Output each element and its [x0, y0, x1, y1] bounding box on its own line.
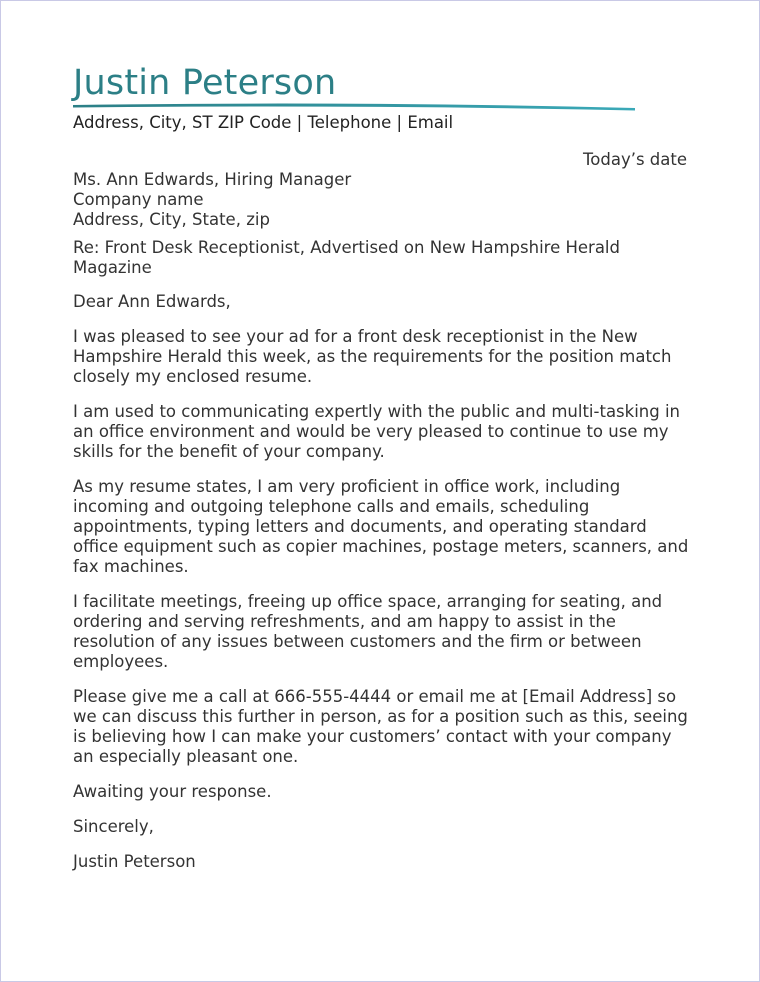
paragraph-5: Please give me a call at 666-555-4444 or email me at [Email Address] so we can discuss this further in person, as for a position such as this, seeing is believing how I can make your customers’ contact with your company an especially pleasant one. [73, 687, 688, 766]
recipient-name: Ms. Ann Edwards, Hiring Manager [73, 170, 352, 189]
paragraph-3: As my resume states, I am very proficient in office work, including incoming and outgoing telephone calls and emails, scheduling appointments, typing letters and documents, and operating standard office equipment such as copier machines, postage meters, scanners, and fax machines. [73, 477, 689, 576]
sender-name: Justin Peterson [73, 63, 337, 103]
signature-name: Justin Peterson [73, 852, 196, 871]
paragraph-4: I facilitate meetings, freeing up office space, arranging for seating, and ordering and serving refreshments, and am happy to assist in the resolution of any issues between customers and the firm or between employees. [73, 592, 663, 671]
recipient-block [73, 170, 693, 230]
recipient-company: Company name [73, 190, 204, 209]
contact-line: Address, City, ST ZIP Code | Telephone | Email [73, 113, 454, 132]
sign-off: Sincerely, [73, 817, 154, 836]
recipient-address: Address, City, State, zip [73, 210, 270, 229]
paragraph-1: I was pleased to see your ad for a front desk receptionist in the New Hampshire Herald this week, as the requirements for the position match closely my enclosed resume. [73, 327, 672, 386]
letter-body [73, 170, 693, 872]
closing-remark: Awaiting your response. [73, 782, 272, 801]
letter-date: Today’s date [582, 150, 687, 169]
salutation: Dear Ann Edwards, [73, 292, 231, 311]
paragraph-2: I am used to communicating expertly with the public and multi-tasking in an office environment and would be very pleased to continue to use my skills for the benefit of your company. [73, 402, 681, 461]
header-underline [1, 1, 760, 121]
subject-line: Re: Front Desk Receptionist, Advertised on New Hampshire Herald Magazine [73, 238, 620, 277]
